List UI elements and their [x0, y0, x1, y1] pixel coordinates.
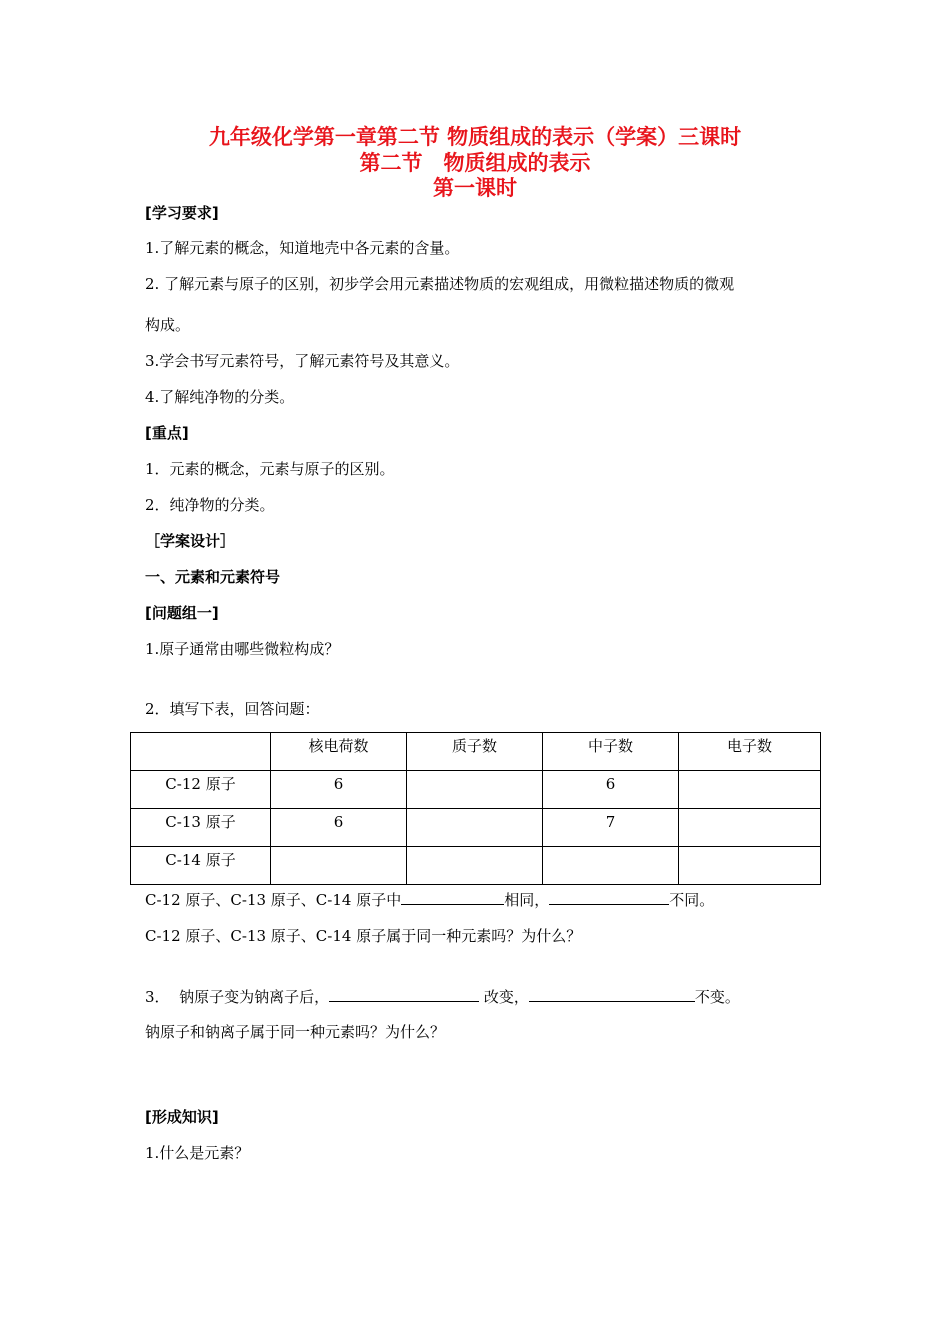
table-cell: [679, 847, 821, 885]
table-header-row: [131, 733, 821, 771]
answer-blank[interactable]: [401, 889, 504, 905]
document-title: 九年级化学第一章第二节 物质组成的表示（学案）三课时: [208, 125, 742, 149]
key-point-item: 1．元素的概念，元素与原子的区别。: [145, 460, 395, 478]
knowledge-question-1: 1.什么是元素？: [145, 1144, 250, 1162]
requirement-item: 1.了解元素的概念，知道地壳中各元素的含量。: [145, 239, 460, 257]
table-cell: C-12 原子: [131, 771, 271, 809]
table-header-cell: [131, 733, 271, 771]
table-cell: [679, 809, 821, 847]
topic-heading: 一、元素和元素符号: [145, 568, 281, 586]
table-row: [131, 809, 821, 847]
table-header-cell: 核电荷数: [271, 733, 407, 771]
table-cell: 6: [543, 771, 679, 809]
table-row: [131, 771, 821, 809]
table-header-cell: 中子数: [543, 733, 679, 771]
table-cell: 6: [271, 771, 407, 809]
table-cell: [407, 809, 543, 847]
question-same-element: C-12 原子、C-13 原子、C-14 原子属于同一种元素吗？为什么？: [145, 927, 582, 945]
table-cell: [543, 847, 679, 885]
table-row: [131, 847, 821, 885]
key-points-heading: [重点]: [145, 424, 189, 442]
answer-blank[interactable]: [549, 889, 669, 905]
table-cell: [271, 847, 407, 885]
fill-text: 相同，: [504, 891, 550, 909]
table-cell: C-14 原子: [131, 847, 271, 885]
requirement-item: 4.了解纯净物的分类。: [145, 388, 295, 406]
table-cell: 6: [271, 809, 407, 847]
fill-text: 不同。: [669, 891, 715, 909]
table-cell: 7: [543, 809, 679, 847]
answer-blank[interactable]: [529, 986, 695, 1002]
question-1: 1.原子通常由哪些微粒构成？: [145, 640, 340, 658]
key-point-item: 2．纯净物的分类。: [145, 496, 275, 514]
table-header-cell: 质子数: [407, 733, 543, 771]
table-cell: [407, 847, 543, 885]
table-header-cell: 电子数: [679, 733, 821, 771]
requirement-item-continued: 构成。: [145, 316, 191, 334]
question-group-heading: [问题组一]: [145, 604, 219, 622]
answer-blank[interactable]: [329, 986, 479, 1002]
table-cell: [679, 771, 821, 809]
fill-text: 3． 钠原子变为钠离子后，: [145, 988, 330, 1006]
knowledge-heading: [形成知识]: [145, 1108, 219, 1126]
requirement-item: 3.学会书写元素符号，了解元素符号及其意义。: [145, 352, 460, 370]
fill-text: C-12 原子、C-13 原子、C-14 原子中: [145, 891, 402, 909]
fill-in-line-1: [145, 889, 714, 910]
requirement-item: 2. 了解元素与原子的区别，初步学会用元素描述物质的宏观组成，用微粒描述物质的微观: [145, 275, 735, 293]
atom-table: [130, 732, 821, 885]
table-cell: [407, 771, 543, 809]
question-3-followup: 钠原子和钠离子属于同一种元素吗？为什么？: [145, 1023, 446, 1041]
question-3: [145, 986, 740, 1007]
table-cell: C-13 原子: [131, 809, 271, 847]
lesson-title: 第一课时: [433, 176, 517, 200]
requirements-heading: [学习要求]: [145, 204, 219, 222]
fill-text: 不变。: [694, 988, 740, 1006]
question-2: 2．填写下表，回答问题：: [145, 700, 320, 718]
section-title: 第二节 物质组成的表示: [359, 151, 591, 175]
fill-text: 改变，: [479, 988, 529, 1006]
design-heading: ［学案设计］: [145, 532, 236, 550]
